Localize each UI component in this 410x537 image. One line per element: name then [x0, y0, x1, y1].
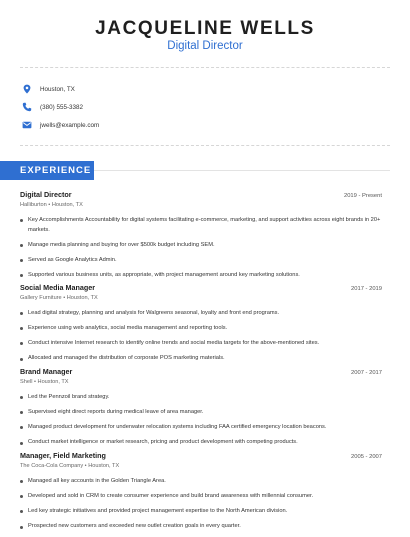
- contact-phone: [22, 100, 83, 114]
- bullet-item: Manage media planning and buying for over $500k budget including SEM.: [20, 241, 382, 251]
- email-icon: [22, 120, 32, 130]
- bullet-item: Conduct intensive Internet research to identify online trends and social media targets for the above-mentioned sites.: [20, 339, 382, 349]
- experience-heading-label: EXPERIENCE: [20, 165, 92, 176]
- bullet-item: Key Accomplishments Accountability for digital systems facilitating e-commerce, marketing, and support activities across eight brands in 20+ markets.: [20, 216, 382, 235]
- bullet-item: Developed and sold in CRM to create consumer experience and build brand awareness with millennial consumer.: [20, 492, 382, 502]
- contact-phone-text: (380) 555-3382: [40, 103, 84, 111]
- job-bullets: [20, 393, 382, 448]
- bullet-item: Led key strategic initiatives and provided project management expertise to the North American division.: [20, 507, 382, 517]
- job-dates: 2019 - Present: [343, 193, 382, 199]
- location-pin-icon: [22, 84, 32, 94]
- contact-location-text: Houston, TX: [40, 85, 75, 93]
- job-company-line: The Coca-Cola Company • Houston, TX: [20, 463, 120, 469]
- job-bullets: [20, 477, 382, 532]
- contact-location: [22, 82, 75, 96]
- experience-heading: [0, 161, 94, 180]
- job-company-line: Shell • Houston, TX: [20, 379, 69, 385]
- job-dates: 2007 - 2017: [351, 370, 382, 376]
- contact-email-text: jwells@example.com: [40, 121, 100, 129]
- bullet-item: Served as Google Analytics Admin.: [20, 256, 382, 266]
- job-location: Houston, TX: [37, 379, 69, 385]
- job-role: Brand Manager: [20, 367, 73, 376]
- bullet-item: Supported various business units, as appropriate, with project management around key marketing solutions.: [20, 271, 382, 281]
- job-entry: [20, 367, 382, 453]
- bullet-item: Conduct market intelligence or market research, pricing and product development with competing products.: [20, 438, 382, 448]
- job-location: Houston, TX: [66, 295, 98, 301]
- job-role: Social Media Manager: [20, 283, 96, 292]
- header-divider: [20, 67, 390, 68]
- bullet-item: Managed product development for underwater relocation systems including FAA certified emergency location beacons.: [20, 423, 382, 433]
- bullet-item: Managed all key accounts in the Golden Triangle Area.: [20, 477, 382, 487]
- job-entry: [20, 190, 382, 286]
- job-entry: [20, 283, 382, 369]
- bullet-item: Led the Pennzoil brand strategy.: [20, 393, 382, 403]
- job-role: Digital Director: [20, 190, 72, 199]
- job-dates: 2005 - 2007: [351, 454, 382, 460]
- contact-divider: [20, 145, 390, 146]
- job-company-line: Halliburton • Houston, TX: [20, 202, 83, 208]
- bullet-item: Allocated and managed the distribution of corporate POS marketing materials.: [20, 354, 382, 364]
- phone-icon: [22, 102, 32, 112]
- job-dates: 2017 - 2019: [351, 286, 382, 292]
- job-bullets: [20, 216, 382, 280]
- candidate-name: JACQUELINE WELLS: [95, 18, 315, 39]
- job-entry: [20, 451, 382, 537]
- bullet-item: Lead digital strategy, planning and analysis for Walgreens seasonal, loyalty and front end programs.: [20, 309, 382, 319]
- job-company: Gallery Furniture: [20, 295, 62, 301]
- job-location: Houston, TX: [88, 463, 120, 469]
- experience-heading-rule: [94, 170, 390, 171]
- candidate-title: Digital Director: [167, 40, 243, 52]
- bullet-item: Prospected new customers and exceeded new outlet creation goals in every quarter.: [20, 522, 382, 532]
- job-role: Manager, Field Marketing: [20, 451, 106, 460]
- bullet-item: Supervised eight direct reports during medical leave of area manager.: [20, 408, 382, 418]
- job-company: Shell: [20, 379, 33, 385]
- job-company: Halliburton: [20, 202, 47, 208]
- contact-email: [22, 118, 99, 132]
- job-bullets: [20, 309, 382, 364]
- bullet-item: Experience using web analytics, social media management and reporting tools.: [20, 324, 382, 334]
- job-company: The Coca-Cola Company: [20, 463, 84, 469]
- job-location: Houston, TX: [51, 202, 83, 208]
- job-company-line: Gallery Furniture • Houston, TX: [20, 295, 98, 301]
